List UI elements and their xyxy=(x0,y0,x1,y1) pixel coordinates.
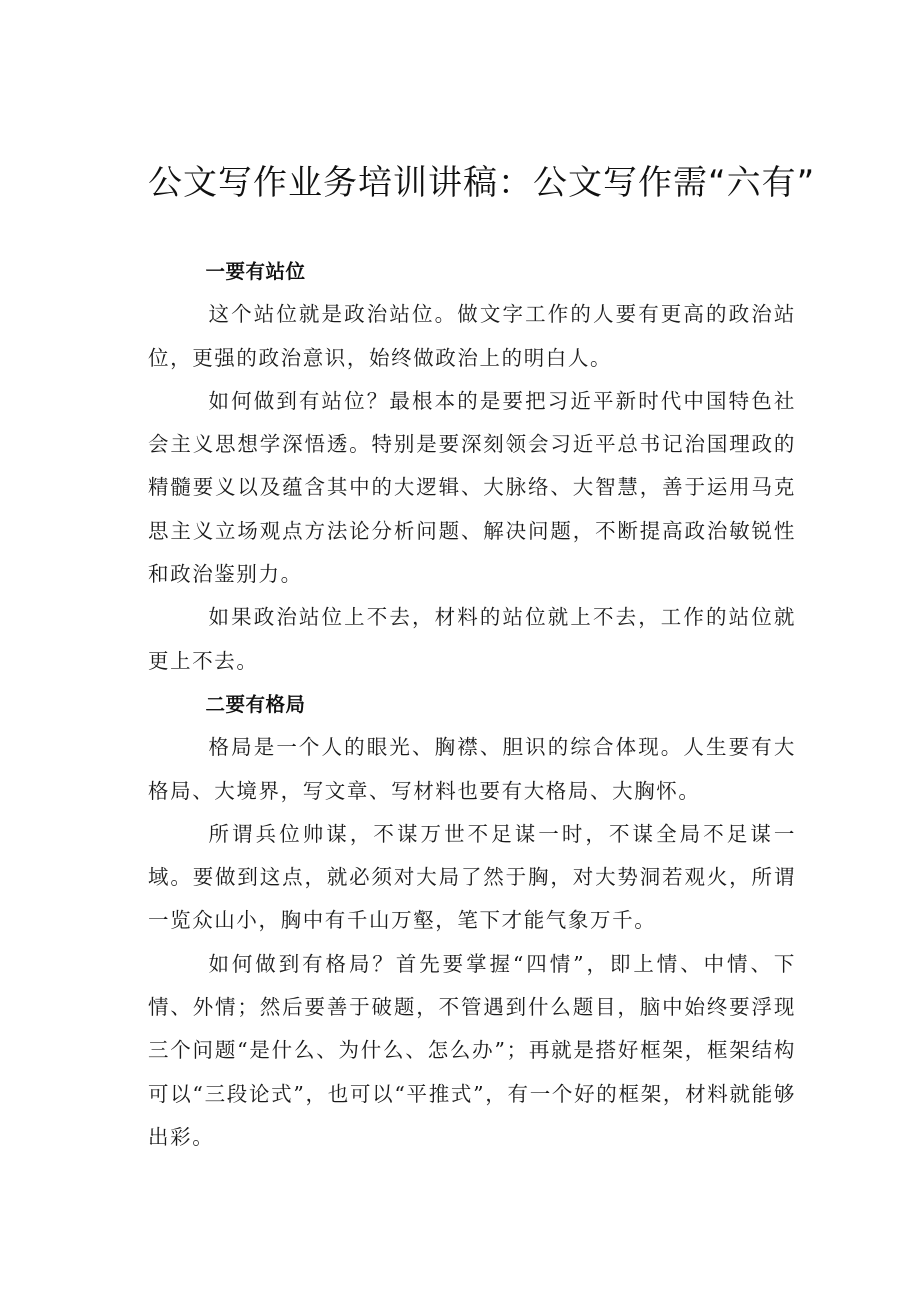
paragraph: 如果政治站位上不去，材料的站位就上不去，工作的站位就更上不去。 xyxy=(148,605,796,673)
document-title: 公文写作业务培训讲稿：公文写作需“六有” xyxy=(148,163,816,203)
paragraph: 所谓兵位帅谋，不谋万世不足谋一时，不谋全局不足谋一域。要做到这点，就必须对大局了然于胸，对大势洞若观火，所谓一览众山小，胸中有千山万壑，笔下才能气象万千。 xyxy=(148,821,796,933)
paragraph: 格局是一个人的眼光、胸襟、胆识的综合体现。人生要有大格局、大境界，写文章、写材料也要有大格局、大胸怀。 xyxy=(148,735,796,803)
paragraph: 如何做到有站位？最根本的是要把习近平新时代中国特色社会主义思想学深悟透。特别是要深刻领会习近平总书记治国理政的精髓要义以及蕴含其中的大逻辑、大脉络、大智慧，善于运用马克思主义立场观点方法论分析问题、解决问题，不断提高政治敏锐性和政治鉴别力。 xyxy=(148,388,796,587)
document-body xyxy=(148,250,796,1159)
section-heading: 二要有格局 xyxy=(205,692,306,716)
section-heading: 一要有站位 xyxy=(205,260,306,283)
paragraph: 如何做到有格局？首先要掌握“四情”，即上情、中情、下情、外情；然后要善于破题，不管遇到什么题目，脑中始终要浮现三个问题“是什么、为什么、怎么办”；再就是搭好框架，框架结构可以“三段论式”，也可以“平推式”，有一个好的框架，材料就能够出彩。 xyxy=(148,951,796,1149)
paragraph: 这个站位就是政治站位。做文字工作的人要有更高的政治站位，更强的政治意识，始终做政治上的明白人。 xyxy=(148,302,796,370)
